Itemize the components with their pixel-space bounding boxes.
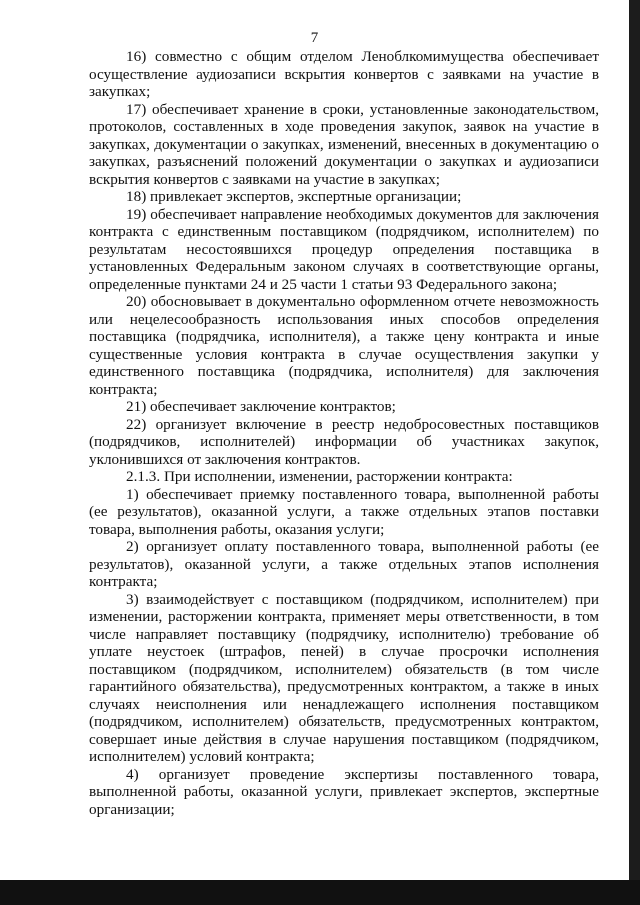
page-number: 7 — [310, 30, 319, 46]
paragraph-item-16: 16) совместно с общим отделом Леноблкомимущества обеспечивает осуществление аудиозаписи вскрытия конвертов с заявками на участие в закупках; — [89, 48, 599, 100]
paragraph-item-3: 3) взаимодействует с поставщиком (подрядчиком, исполнителем) при изменении, расторжении контракта, применяет меры ответственности, в том числе направляет поставщику (подрядчику, исполнителю) требование об уплате неустоек (штрафов, пеней) в случае просрочки исполнения поставщиком (подрядчиком, исполнителем) обязательств (в том числе гарантийного обязательства), предусмотренных контрактом, а также в иных случаях неисполнения или ненадлежащего исполнения поставщиком (подрядчиком, исполнителем) обязательств, предусмотренных контрактом, совершает иные действия в случае нарушения поставщиком (подрядчиком, исполнителем) условий контракта; — [89, 590, 599, 765]
paragraph-item-18: 18) привлекает экспертов, экспертные организации; — [126, 188, 462, 205]
paragraph-item-19: 19) обеспечивает направление необходимых документов для заключения контракта с единственным поставщиком (подрядчиком, исполнителем) по результатам несостоявшихся процедур определения поставщика в установленных Федеральным законом случаях в соответствующие органы, определенные пунктами 24 и 25 части 1 статьи 93 Федерального закона; — [89, 205, 599, 293]
paragraph-item-4: 4) организует проведение экспертизы поставленного товара, выполненной работы, оказанной услуги, привлекает экспертов, экспертные организации; — [89, 765, 599, 818]
scan-border-bottom — [0, 880, 640, 905]
paragraph-item-20: 20) обосновывает в документально оформленном отчете невозможность или нецелесообразность использования иных способов определения поставщика (подрядчика, исполнителя), а также цену контракта и иные существенные условия контракта в случае осуществления закупки у единственного поставщика (подрядчика, исполнителя) для заключения контракта; — [89, 293, 599, 398]
section-heading-2-1-3: 2.1.3. При исполнении, изменении, расторжении контракта: — [126, 468, 513, 485]
scan-border-right — [629, 0, 640, 905]
paragraph-item-17: 17) обеспечивает хранение в сроки, установленные законодательством, протоколов, составленных в ходе проведения закупок, заявок на участие в закупках, документации о закупках, изменений, внесенных в документацию о закупках, разъяснений положений документации о закупках и аудиозаписи вскрытия конвертов с заявками на участие в закупках; — [89, 100, 599, 188]
document-body — [89, 48, 599, 818]
paragraph-item-1: 1) обеспечивает приемку поставленного товара, выполненной работы (ее результатов), оказанной услуги, а также отдельных этапов поставки товара, выполнения работы, оказания услуги; — [89, 485, 599, 538]
paragraph-item-21: 21) обеспечивает заключение контрактов; — [126, 398, 396, 415]
paragraph-item-2: 2) организует оплату поставленного товара, выполненной работы (ее результатов), оказанной услуги, а также отдельных этапов исполнения контракта; — [89, 538, 599, 590]
paragraph-item-22: 22) организует включение в реестр недобросовестных поставщиков (подрядчиков, исполнителей) информации об участниках закупок, уклонившихся от заключения контрактов. — [89, 415, 599, 468]
